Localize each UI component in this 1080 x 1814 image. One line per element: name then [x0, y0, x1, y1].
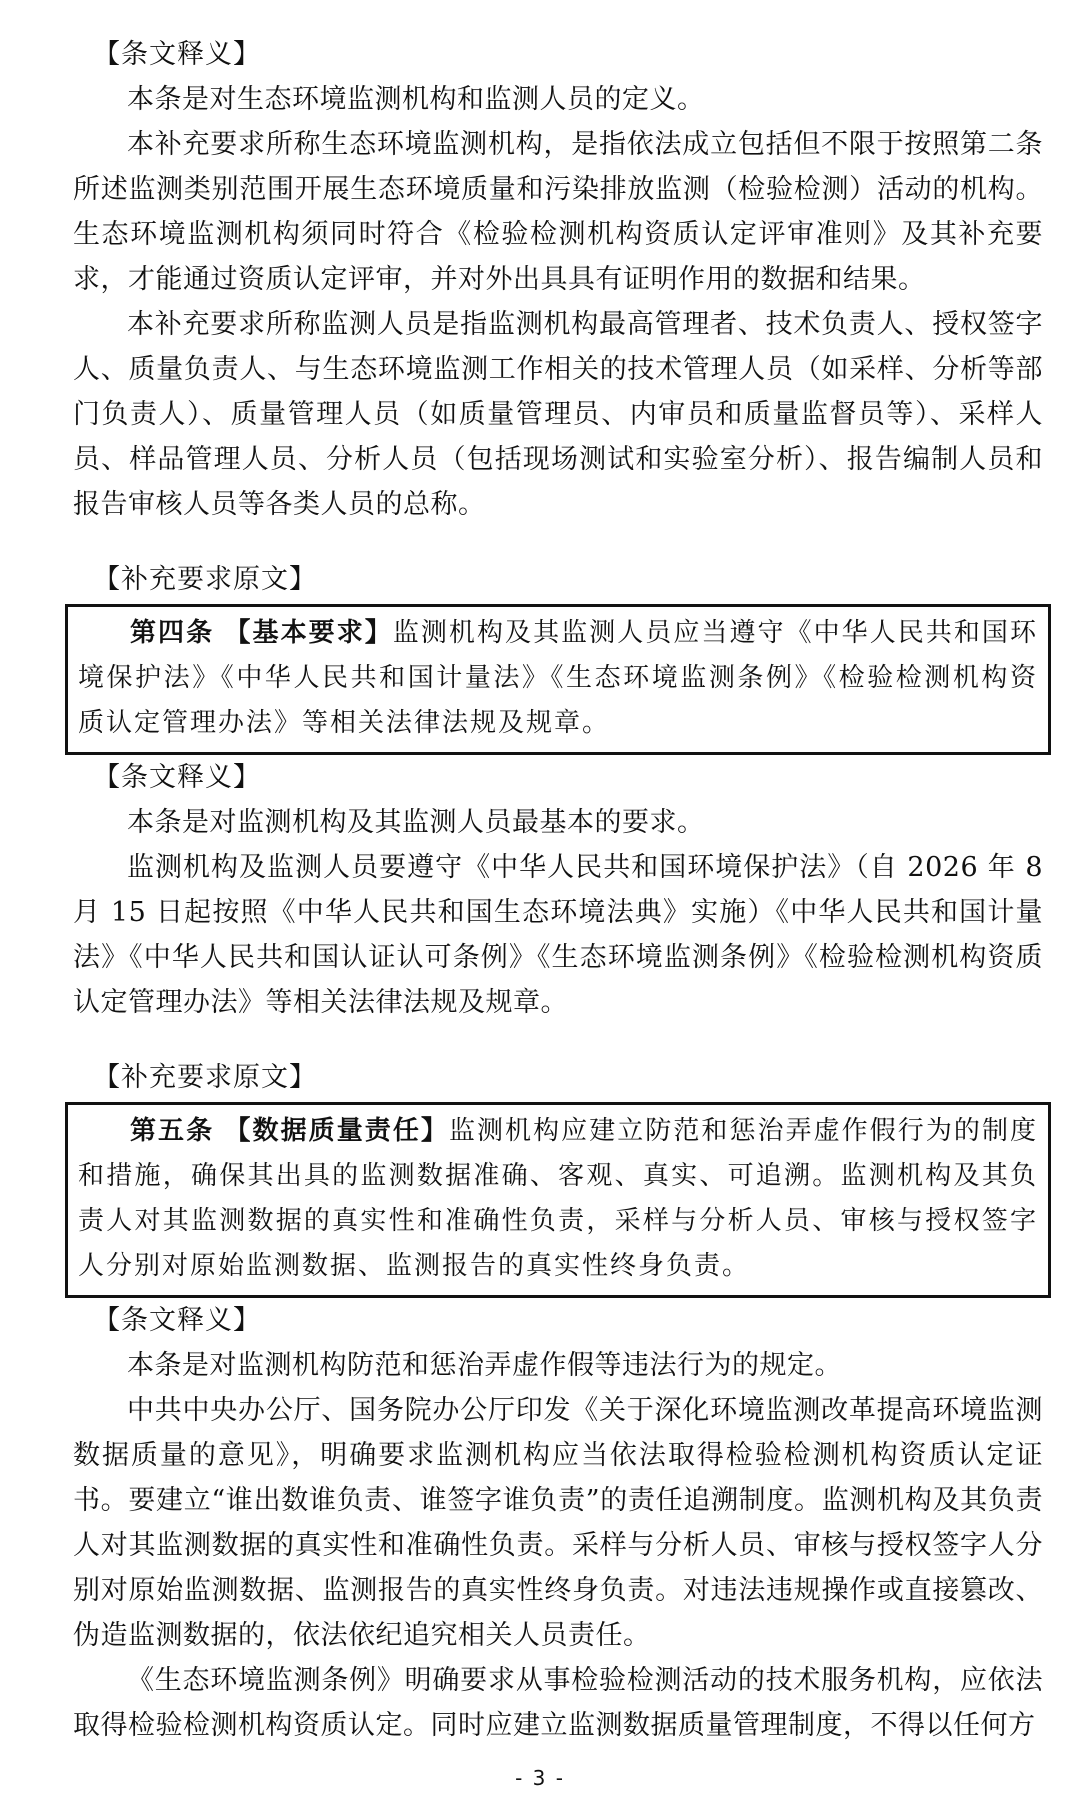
article-body: 监测机构及其监测人员应当遵守《中华人民共和国环境保护法》《中华人民共和国计量法》《生态环境监测条例》《检验检测机构资质认定管理办法》等相关法律法规及规章。	[78, 618, 1038, 738]
section-heading-interpretation: 【条文释义】	[93, 762, 261, 793]
article-text	[78, 1109, 1038, 1289]
article-number: 第五条	[130, 1116, 215, 1146]
spacer	[73, 527, 1043, 557]
article-title: 【数据质量责任】	[224, 1116, 449, 1146]
section-heading-interpretation: 【条文释义】	[93, 1305, 261, 1336]
paragraph: 监测机构及监测人员要遵守《中华人民共和国环境保护法》（自 2026 年 8 月 15 日起按照《中华人民共和国生态环境法典》实施）《中华人民共和国计量法》《中华人民共和国认证认可条例》《生态环境监测条例》《检验检测机构资质认定管理办法》等相关法律法规及规章。	[73, 852, 1043, 1018]
spacer	[73, 1025, 1043, 1055]
paragraph: 本补充要求所称监测人员是指监测机构最高管理者、技术负责人、授权签字人、质量负责人、与生态环境监测工作相关的技术管理人员（如采样、分析等部门负责人）、质量管理人员（如质量管理员、内审员和质量监督员等）、采样人员、样品管理人员、分析人员（包括现场测试和实验室分析）、报告编制人员和报告审核人员等各类人员的总称。	[73, 309, 1043, 520]
paragraph: 本条是对监测机构及其监测人员最基本的要求。	[127, 807, 705, 838]
article-box-4	[65, 604, 1051, 755]
paragraph: 本条是对生态环境监测机构和监测人员的定义。	[127, 84, 705, 115]
section-heading-interpretation: 【条文释义】	[93, 39, 261, 70]
document-content	[73, 32, 1043, 1748]
article-title: 【基本要求】	[224, 618, 393, 648]
paragraph: 中共中央办公厅、国务院办公厅印发《关于深化环境监测改革提高环境监测数据质量的意见》，明确要求监测机构应当依法取得检验检测机构资质认定证书。要建立“谁出数谁负责、谁签字谁负责”的责任追溯制度。监测机构及其负责人对其监测数据的真实性和准确性负责。采样与分析人员、审核与授权签字人分别对原始监测数据、监测报告的真实性终身负责。对违法违规操作或直接篡改、伪造监测数据的，依法依纪追究相关人员责任。	[73, 1395, 1043, 1651]
article-box-5	[65, 1102, 1051, 1298]
paragraph: 本条是对监测机构防范和惩治弄虚作假等违法行为的规定。	[127, 1350, 842, 1381]
paragraph: 《生态环境监测条例》明确要求从事检验检测活动的技术服务机构，应依法取得检验检测机构资质认定。同时应建立监测数据质量管理制度，不得以任何方	[73, 1665, 1043, 1741]
paragraph: 本补充要求所称生态环境监测机构，是指依法成立包括但不限于按照第二条所述监测类别范围开展生态环境质量和污染排放监测（检验检测）活动的机构。生态环境监测机构须同时符合《检验检测机构资质认定评审准则》及其补充要求，才能通过资质认定评审，并对外出具具有证明作用的数据和结果。	[73, 129, 1043, 295]
section-heading-original-text: 【补充要求原文】	[93, 564, 317, 595]
article-text	[78, 611, 1038, 746]
page-number: - 3 -	[515, 1766, 565, 1790]
article-number: 第四条	[130, 618, 215, 648]
article-body: 监测机构应建立防范和惩治弄虚作假行为的制度和措施，确保其出具的监测数据准确、客观、真实、可追溯。监测机构及其负责人对其监测数据的真实性和准确性负责，采样与分析人员、审核与授权签字人分别对原始监测数据、监测报告的真实性终身负责。	[78, 1116, 1038, 1281]
section-heading-original-text: 【补充要求原文】	[93, 1062, 317, 1093]
